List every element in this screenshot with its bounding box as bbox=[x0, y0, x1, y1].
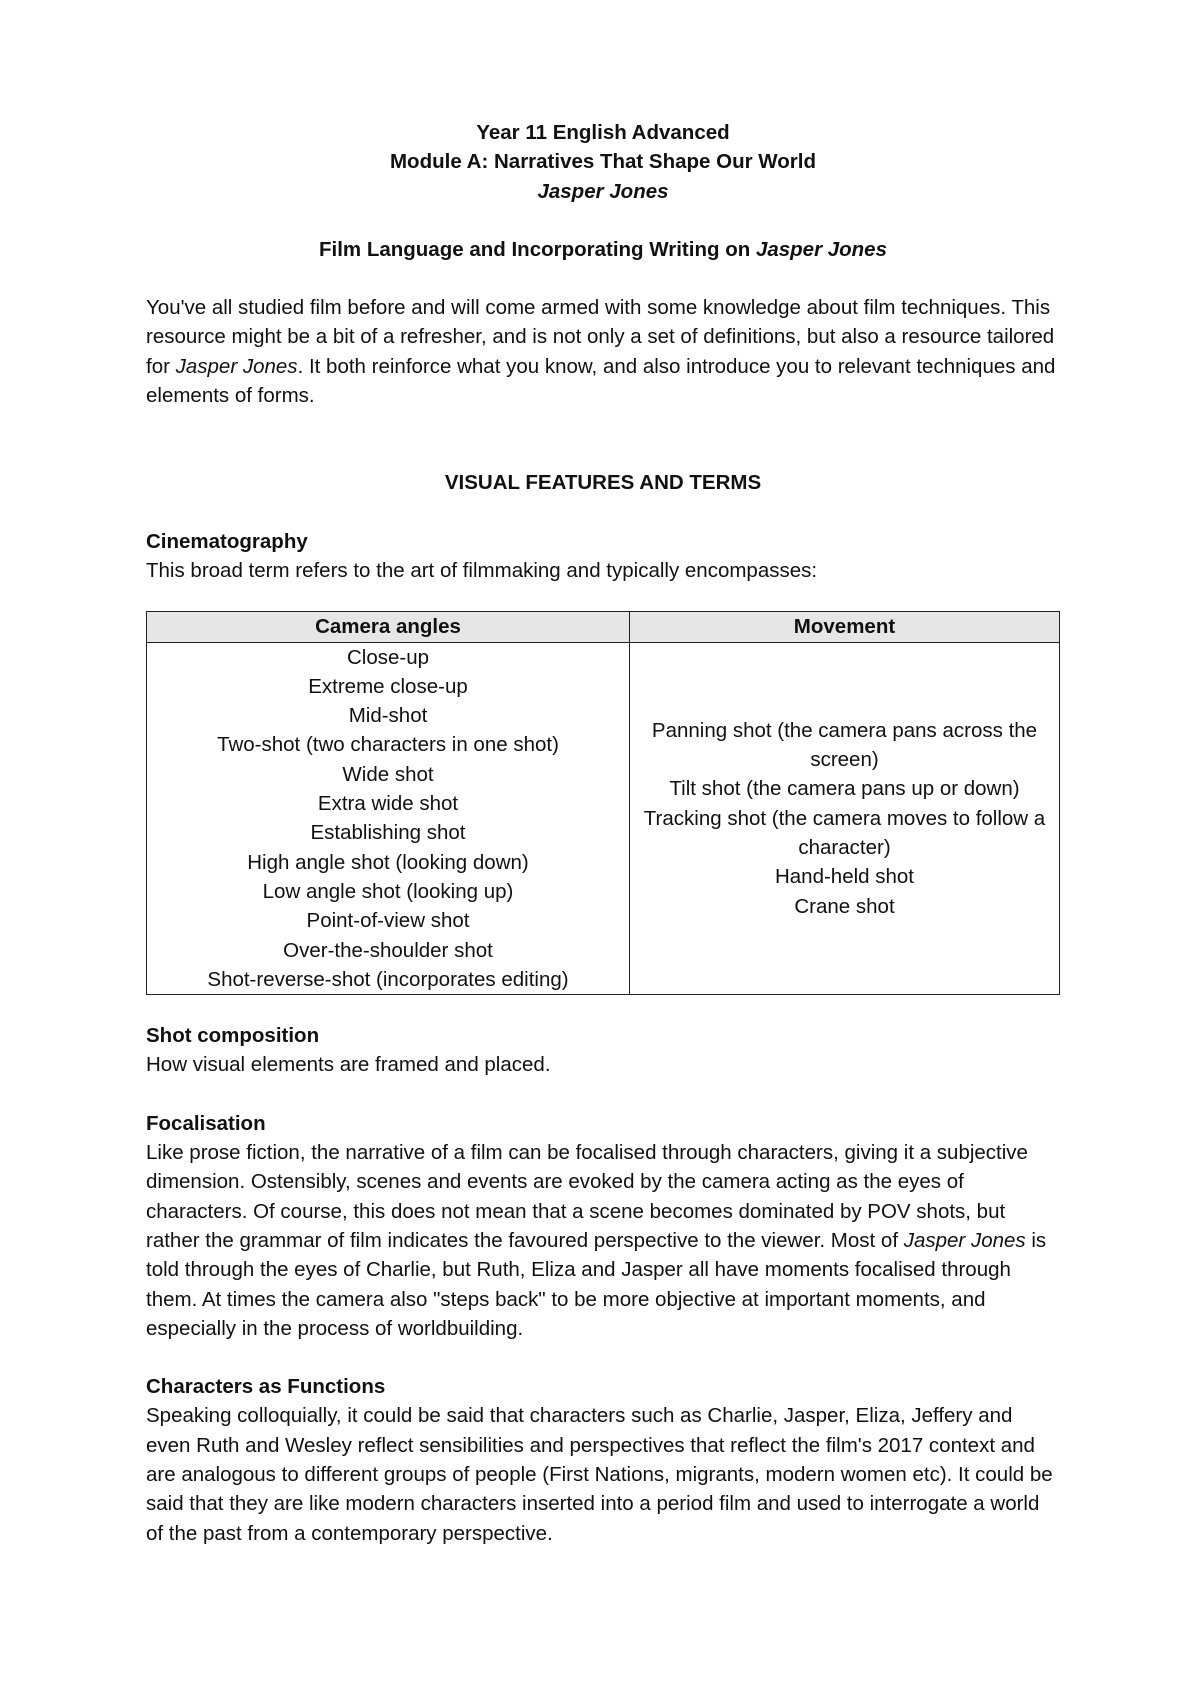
list-item: Low angle shot (looking up) bbox=[262, 879, 514, 903]
list-item: Close-up bbox=[346, 645, 430, 669]
characters-heading: Characters as Functions bbox=[146, 1375, 386, 1399]
cinematography-body: This broad term refers to the art of filmmaking and typically encompasses: bbox=[146, 558, 818, 582]
list-item: Over-the-shoulder shot bbox=[283, 938, 493, 962]
header-camera-angles: Camera angles bbox=[147, 612, 630, 642]
list-item: Tilt shot (the camera pans up or down) bbox=[669, 777, 1020, 801]
intro-title: Jasper Jones bbox=[175, 354, 298, 378]
film-techniques-table bbox=[146, 611, 1060, 995]
list-item: Mid-shot bbox=[348, 704, 428, 728]
list-item: Extreme close-up bbox=[308, 674, 468, 698]
list-item: Hand-held shot bbox=[774, 865, 915, 889]
list-item: Establishing shot bbox=[310, 821, 466, 845]
focalisation-title: Jasper Jones bbox=[903, 1228, 1026, 1252]
characters-body: Speaking colloquially, it could be said that characters such as Charlie, Jasper, Eliza, Jeffery and even Ruth and Wesley reflect sensibilities and perspectives that reflect the film's 2017 context and are analogous to different groups of people (First Nations, migrants, modern women etc). It could be said that they are like modern characters inserted into a period film and used to interrogate a world of the past from a contemporary perspective. bbox=[146, 1404, 1053, 1545]
focalisation-heading: Focalisation bbox=[146, 1111, 266, 1135]
table-row bbox=[147, 642, 1060, 995]
list-item: Tracking shot (the camera moves to follow a character) bbox=[643, 806, 1046, 859]
document-page bbox=[146, 118, 1060, 1548]
subtitle-title: Jasper Jones bbox=[755, 237, 887, 261]
module-title: Module A: Narratives That Shape Our World bbox=[389, 150, 816, 174]
visual-features-heading: VISUAL FEATURES AND TERMS bbox=[444, 471, 762, 495]
course-title: Year 11 English Advanced bbox=[476, 121, 730, 144]
list-item: Crane shot bbox=[794, 894, 895, 918]
intro-text-2: . It both reinforce what you know, and also introduce you to relevant techniques and elements of forms. bbox=[146, 354, 1056, 408]
focalisation-text-2: is told through the eyes of Charlie, but Ruth, Eliza and Jasper all have moments focalised through them. At times the camera also "steps back" to be more objective at important moments, and especially in the process of worldbuilding. bbox=[146, 1228, 1047, 1340]
subtitle-prefix: Film Language and Incorporating Writing on bbox=[318, 237, 756, 261]
header-movement: Movement bbox=[630, 612, 1060, 642]
movement-cell bbox=[630, 642, 1060, 995]
list-item: Panning shot (the camera pans across the screen) bbox=[651, 718, 1038, 772]
shot-composition-heading: Shot composition bbox=[146, 1024, 320, 1048]
shot-composition-body: How visual elements are framed and placed. bbox=[146, 1053, 551, 1077]
list-item: Point-of-view shot bbox=[306, 909, 470, 933]
focalisation-text-1: Like prose fiction, the narrative of a film can be focalised through characters, giving it a subjective dimension. Ostensibly, scenes and events are evoked by the camera acting as the eyes of characters. Of course, this does not mean that a scene becomes dominated by POV shots, but rather the grammar of film indicates the favoured perspective to the viewer. Most of bbox=[146, 1141, 1028, 1252]
table-header-row bbox=[147, 612, 1060, 642]
document-subtitle bbox=[146, 235, 1060, 264]
focalisation-body bbox=[146, 1138, 1060, 1343]
list-item: High angle shot (looking down) bbox=[247, 850, 529, 874]
list-item: Wide shot bbox=[342, 762, 434, 786]
list-item: Extra wide shot bbox=[317, 792, 459, 816]
intro-paragraph bbox=[146, 293, 1060, 410]
cinematography-heading: Cinematography bbox=[146, 529, 308, 553]
list-item: Shot-reverse-shot (incorporates editing) bbox=[207, 967, 569, 991]
intro-text-1: You've all studied film before and will come armed with some knowledge about film techniques. This resource might be a bit of a refresher, and is not only a set of definitions, but also a resource tailored for bbox=[146, 296, 1055, 378]
text-title: Jasper Jones bbox=[537, 179, 669, 203]
list-item: Two-shot (two characters in one shot) bbox=[217, 733, 559, 757]
camera-angles-cell bbox=[147, 642, 630, 995]
